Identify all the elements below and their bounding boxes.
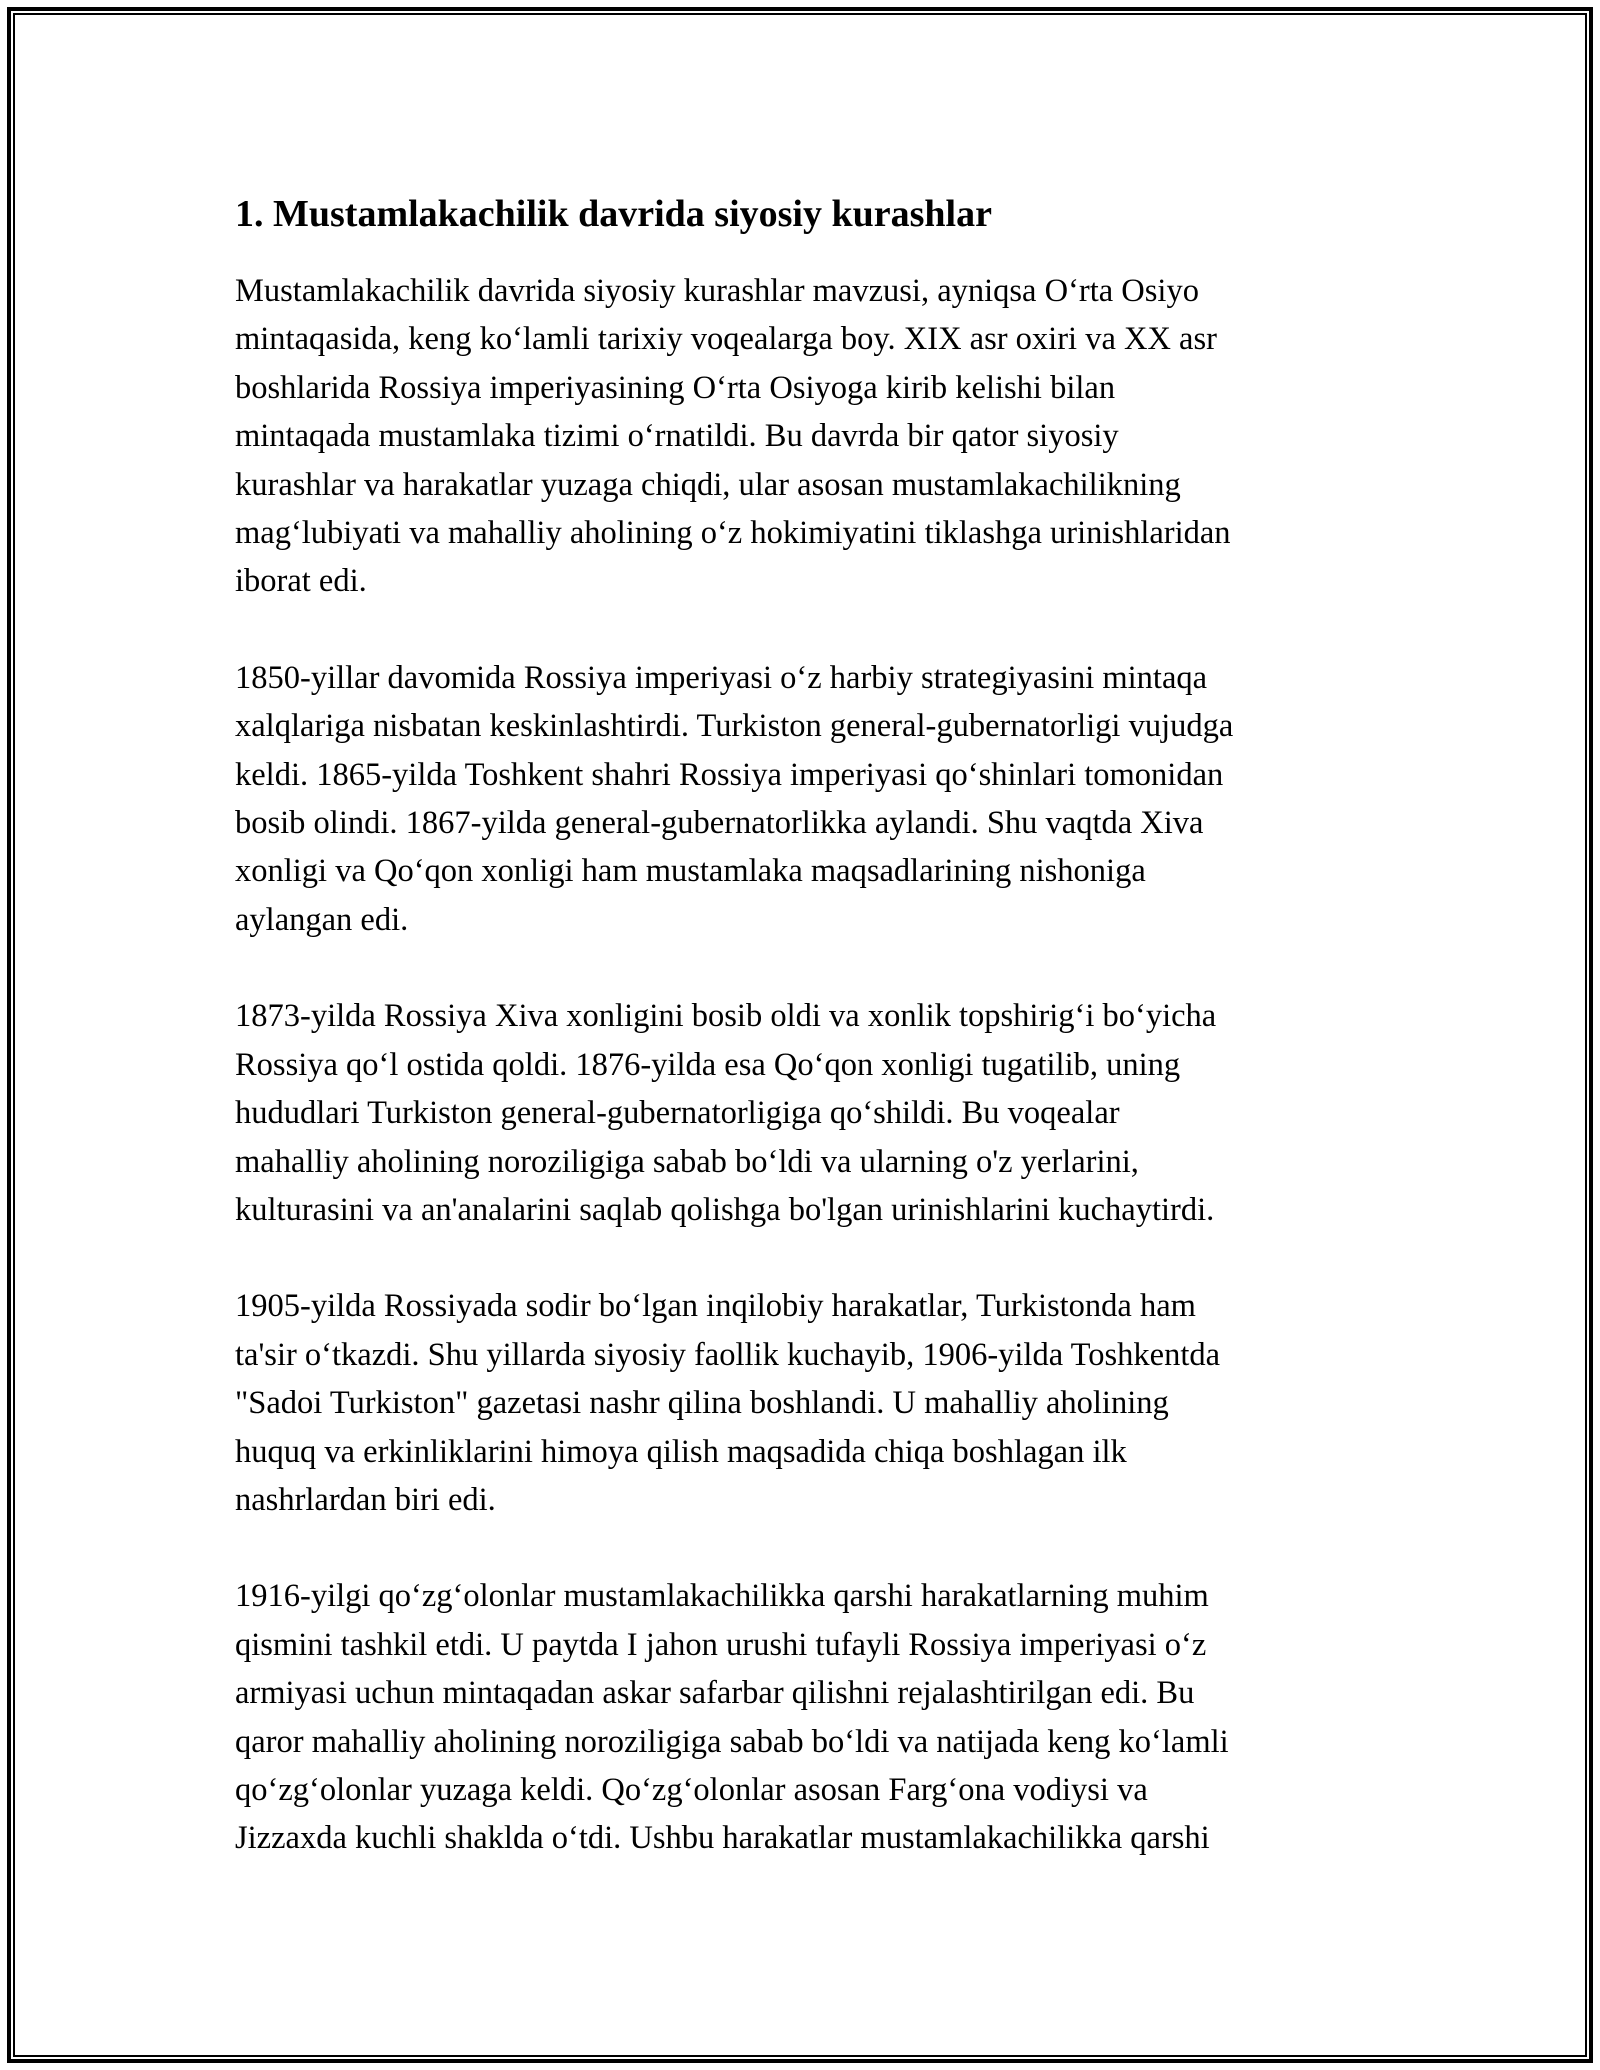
text-line: qo‘zg‘olonlar yuzaga keldi. Qo‘zg‘olonlar asosan Farg‘ona vodiysi va xyxy=(235,1771,1148,1808)
text-line: kurashlar va harakatlar yuzaga chiqdi, ular asosan mustamlakachilikning xyxy=(235,466,1181,503)
text-line: iborat edi. xyxy=(235,563,367,600)
paragraph-3 xyxy=(235,992,1375,1234)
text-line: keldi. 1865-yilda Toshkent shahri Rossiya imperiyasi qo‘shinlari tomonidan xyxy=(235,756,1224,793)
text-line: 1916-yilgi qo‘zg‘olonlar mustamlakachilikka qarshi harakatlarning muhim xyxy=(235,1578,1209,1615)
text-line: "Sadoi Turkiston" gazetasi nashr qilina boshlandi. U mahalliy aholining xyxy=(235,1385,1169,1422)
text-line: nashrlardan biri edi. xyxy=(235,1481,496,1518)
text-line: Mustamlakachilik davrida siyosiy kurashlar mavzusi, ayniqsa O‘rta Osiyo xyxy=(235,273,1199,309)
text-line: xonligi va Qo‘qon xonligi ham mustamlaka maqsadlarining nishoniga xyxy=(235,853,1146,890)
paragraph-2 xyxy=(235,654,1375,944)
text-line: aylangan edi. xyxy=(235,901,409,938)
text-line: ta'sir o‘tkazdi. Shu yillarda siyosiy faollik kuchayib, 1906-yilda Toshkentda xyxy=(235,1336,1221,1373)
text-line: boshlarida Rossiya imperiyasining O‘rta Osiyoga kirib kelishi bilan xyxy=(235,369,1116,406)
section-title: 1. Mustamlakachilik davrida siyosiy kurashlar xyxy=(235,193,992,235)
text-line: bosib olindi. 1867-yilda general-gubernatorlikka aylandi. Shu vaqtda Xiva xyxy=(235,805,1204,842)
text-line: xalqlariga nisbatan keskinlashtirdi. Turkiston general-gubernatorligi vujudga xyxy=(235,708,1234,745)
text-line: armiyasi uchun mintaqadan askar safarbar qilishni rejalashtirilgan edi. Bu xyxy=(235,1675,1195,1712)
text-line: kulturasini va an'analarini saqlab qolishga bo'lgan urinishlarini kuchaytirdi. xyxy=(235,1191,1215,1228)
text-line: Rossiya qo‘l ostida qoldi. 1876-yilda esa Qo‘qon xonligi tugatilib, uning xyxy=(235,1046,1181,1083)
text-line: qismini tashkil etdi. U paytda I jahon urushi tufayli Rossiya imperiyasi o‘z xyxy=(235,1626,1207,1663)
text-line: 1850-yillar davomida Rossiya imperiyasi o‘z harbiy strategiyasini mintaqa xyxy=(235,659,1208,696)
text-line: mintaqada mustamlaka tizimi o‘rnatildi. Bu davrda bir qator siyosiy xyxy=(235,418,1119,455)
text-line: mahalliy aholining noroziligiga sabab bo‘ldi va ularning o'z yerlarini, xyxy=(235,1143,1139,1180)
text-line: hududlari Turkiston general-gubernatorligiga qo‘shildi. Bu voqealar xyxy=(235,1095,1120,1132)
paragraph-5 xyxy=(235,1572,1375,1862)
text-line: 1873-yilda Rossiya Xiva xonligini bosib oldi va xonlik topshirig‘i bo‘yicha xyxy=(235,998,1217,1035)
paragraph-1 xyxy=(235,267,1375,606)
text-line: mintaqasida, keng ko‘lamli tarixiy voqealarga boy. XIX asr oxiri va XX asr xyxy=(235,321,1217,358)
text-line: qaror mahalliy aholining noroziligiga sabab bo‘ldi va natijada keng ko‘lamli xyxy=(235,1723,1229,1760)
document-body xyxy=(235,188,1375,1911)
text-line: 1905-yilda Rossiyada sodir bo‘lgan inqilobiy harakatlar, Turkistonda ham xyxy=(235,1288,1196,1325)
text-line: Jizzaxda kuchli shaklda o‘tdi. Ushbu harakatlar mustamlakachilikka qarshi xyxy=(235,1820,1210,1857)
text-line: mag‘lubiyati va mahalliy aholining o‘z hokimiyatini tiklashga urinishlaridan xyxy=(235,515,1231,552)
paragraph-4 xyxy=(235,1282,1375,1524)
text-line: huquq va erkinliklarini himoya qilish maqsadida chiqa boshlagan ilk xyxy=(235,1433,1127,1470)
